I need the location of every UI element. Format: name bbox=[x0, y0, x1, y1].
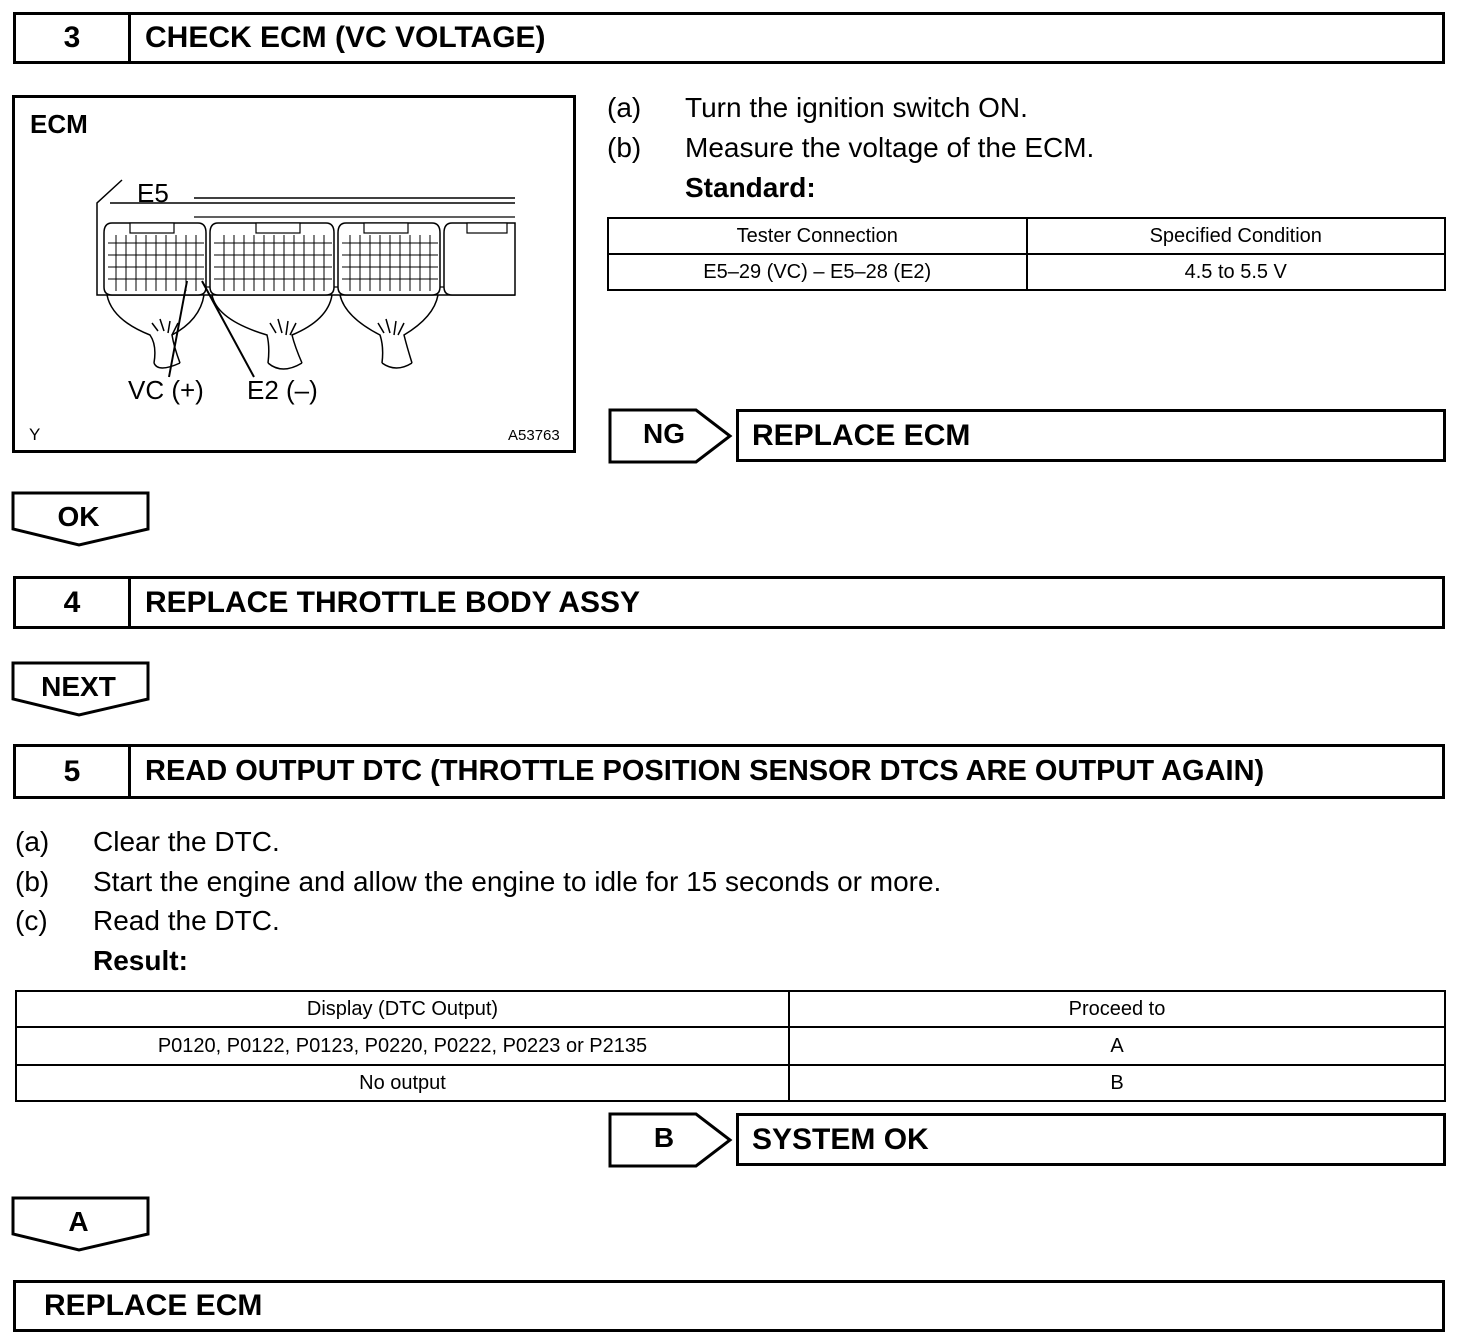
ecm-label: ECM bbox=[30, 109, 88, 139]
b-label: B bbox=[653, 1122, 675, 1153]
result-table bbox=[15, 990, 1446, 1102]
standard-label: Standard: bbox=[685, 172, 816, 203]
instruction-text: Read the DTC. bbox=[93, 905, 280, 936]
connector-label: E5 bbox=[137, 178, 169, 208]
instruction-b bbox=[607, 132, 1094, 164]
step-5-header bbox=[13, 744, 1445, 799]
instruction-label: (b) bbox=[15, 866, 50, 897]
table-header-row bbox=[608, 218, 1445, 254]
instruction-label: (c) bbox=[15, 905, 48, 936]
final-replace-ecm-box: REPLACE ECM bbox=[13, 1280, 1445, 1332]
step-number: 4 bbox=[16, 579, 131, 626]
step-title: REPLACE THROTTLE BODY ASSY bbox=[145, 585, 641, 619]
instruction-label: (b) bbox=[607, 132, 642, 163]
ng-label: NG bbox=[643, 418, 685, 449]
instruction-text: Turn the ignition switch ON. bbox=[685, 92, 1028, 123]
table-cell: P0120, P0122, P0123, P0220, P0222, P0223 or P2135 bbox=[16, 1027, 789, 1065]
instruction-a bbox=[607, 92, 1028, 124]
b-result-box: SYSTEM OK bbox=[736, 1113, 1446, 1166]
vc-terminal-label: VC (+) bbox=[128, 375, 204, 405]
ecm-connector-diagram bbox=[12, 95, 576, 453]
table-header-cell: Specified Condition bbox=[1027, 218, 1446, 254]
corner-label: Y bbox=[29, 425, 41, 444]
instruction-label: (a) bbox=[15, 826, 50, 857]
ok-label: OK bbox=[57, 501, 100, 532]
ng-result-box: REPLACE ECM bbox=[736, 409, 1446, 462]
next-label: NEXT bbox=[41, 671, 116, 702]
table-row bbox=[16, 1065, 1445, 1101]
instruction-label: (a) bbox=[607, 92, 642, 123]
result-label: Result: bbox=[93, 945, 188, 976]
figure-id: A53763 bbox=[508, 427, 560, 444]
step-number: 3 bbox=[16, 15, 131, 61]
table-cell: E5–29 (VC) – E5–28 (E2) bbox=[608, 254, 1027, 290]
instruction-c bbox=[15, 905, 280, 937]
table-header-cell: Display (DTC Output) bbox=[16, 991, 789, 1027]
instruction-a bbox=[15, 826, 280, 858]
instruction-text: Measure the voltage of the ECM. bbox=[685, 132, 1095, 163]
table-header-cell: Proceed to bbox=[789, 991, 1445, 1027]
instruction-text: Clear the DTC. bbox=[93, 826, 280, 857]
step-title: READ OUTPUT DTC (THROTTLE POSITION SENSOR DTCS ARE OUTPUT AGAIN) bbox=[145, 755, 1265, 787]
table-cell: 4.5 to 5.5 V bbox=[1027, 254, 1446, 290]
table-cell: A bbox=[789, 1027, 1445, 1065]
step-title: CHECK ECM (VC VOLTAGE) bbox=[145, 21, 546, 54]
step-number: 5 bbox=[16, 747, 131, 796]
table-row bbox=[16, 1027, 1445, 1065]
standard-table bbox=[607, 217, 1446, 291]
a-label: A bbox=[68, 1206, 89, 1237]
table-header-cell: Tester Connection bbox=[608, 218, 1027, 254]
step-3-header bbox=[13, 12, 1445, 64]
table-cell: No output bbox=[16, 1065, 789, 1101]
table-row bbox=[608, 254, 1445, 290]
instruction-text: Start the engine and allow the engine to idle for 15 seconds or more. bbox=[93, 866, 942, 897]
table-cell: B bbox=[789, 1065, 1445, 1101]
step-4-header bbox=[13, 576, 1445, 629]
instruction-b bbox=[15, 866, 941, 898]
table-header-row bbox=[16, 991, 1445, 1027]
e2-terminal-label: E2 (–) bbox=[247, 375, 318, 405]
